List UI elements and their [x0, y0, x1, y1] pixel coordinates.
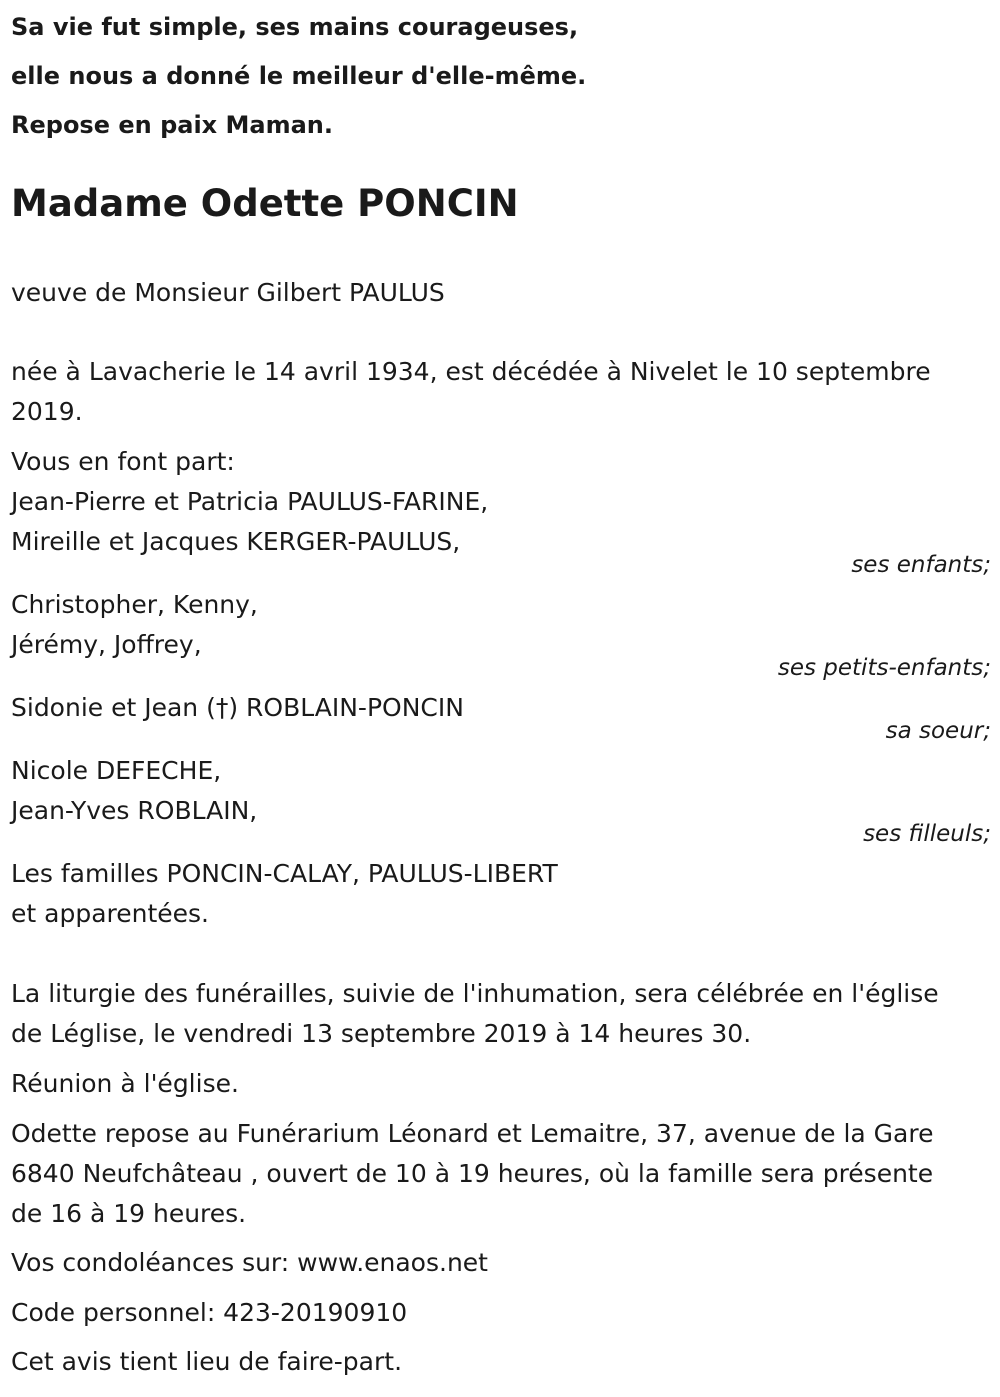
sister-role: sa soeur;	[885, 718, 991, 744]
epitaph-line: elle nous a donné le meilleur d'elle-même.	[11, 62, 587, 90]
liturgy-line: La liturgie des funérailles, suivie de l'inhumation, sera célébrée en l'église	[11, 979, 939, 1008]
grandchildren-name: Christopher, Kenny,	[11, 590, 258, 619]
godchildren-name: Jean-Yves ROBLAIN,	[11, 796, 258, 825]
deceased-name: Madame Odette PONCIN	[11, 182, 519, 225]
families-line: et apparentées.	[11, 899, 209, 928]
condolences-line: Vos condoléances sur: www.enaos.net	[11, 1248, 488, 1277]
families-line: Les familles PONCIN-CALAY, PAULUS-LIBERT	[11, 859, 558, 888]
epitaph-line: Sa vie fut simple, ses mains courageuses,	[11, 13, 579, 41]
godchildren-role: ses filleuls;	[863, 821, 991, 847]
birth-death-line: 2019.	[11, 397, 83, 426]
meeting-line: Réunion à l'église.	[11, 1069, 239, 1098]
spouse-line: veuve de Monsieur Gilbert PAULUS	[11, 278, 445, 307]
children-name: Mireille et Jacques KERGER-PAULUS,	[11, 527, 461, 556]
grandchildren-role: ses petits-enfants;	[777, 655, 991, 681]
children-role: ses enfants;	[851, 552, 991, 578]
rest-place-line: Odette repose au Funérarium Léonard et Lemaitre, 37, avenue de la Gare	[11, 1119, 934, 1148]
announce-intro: Vous en font part:	[11, 447, 235, 476]
godchildren-name: Nicole DEFECHE,	[11, 756, 222, 785]
epitaph-line: Repose en paix Maman.	[11, 111, 333, 139]
grandchildren-name: Jérémy, Joffrey,	[11, 630, 202, 659]
notice-line: Cet avis tient lieu de faire-part.	[11, 1347, 403, 1376]
liturgy-line: de Léglise, le vendredi 13 septembre 2019 à 14 heures 30.	[11, 1019, 752, 1048]
children-name: Jean-Pierre et Patricia PAULUS-FARINE,	[11, 487, 489, 516]
personal-code-line: Code personnel: 423-20190910	[11, 1298, 408, 1327]
rest-place-line: 6840 Neufchâteau , ouvert de 10 à 19 heures, où la famille sera présente	[11, 1159, 934, 1188]
birth-death-line: née à Lavacherie le 14 avril 1934, est décédée à Nivelet le 10 septembre	[11, 357, 931, 386]
rest-place-line: de 16 à 19 heures.	[11, 1199, 247, 1228]
sister-name: Sidonie et Jean (†) ROBLAIN-PONCIN	[11, 693, 464, 722]
